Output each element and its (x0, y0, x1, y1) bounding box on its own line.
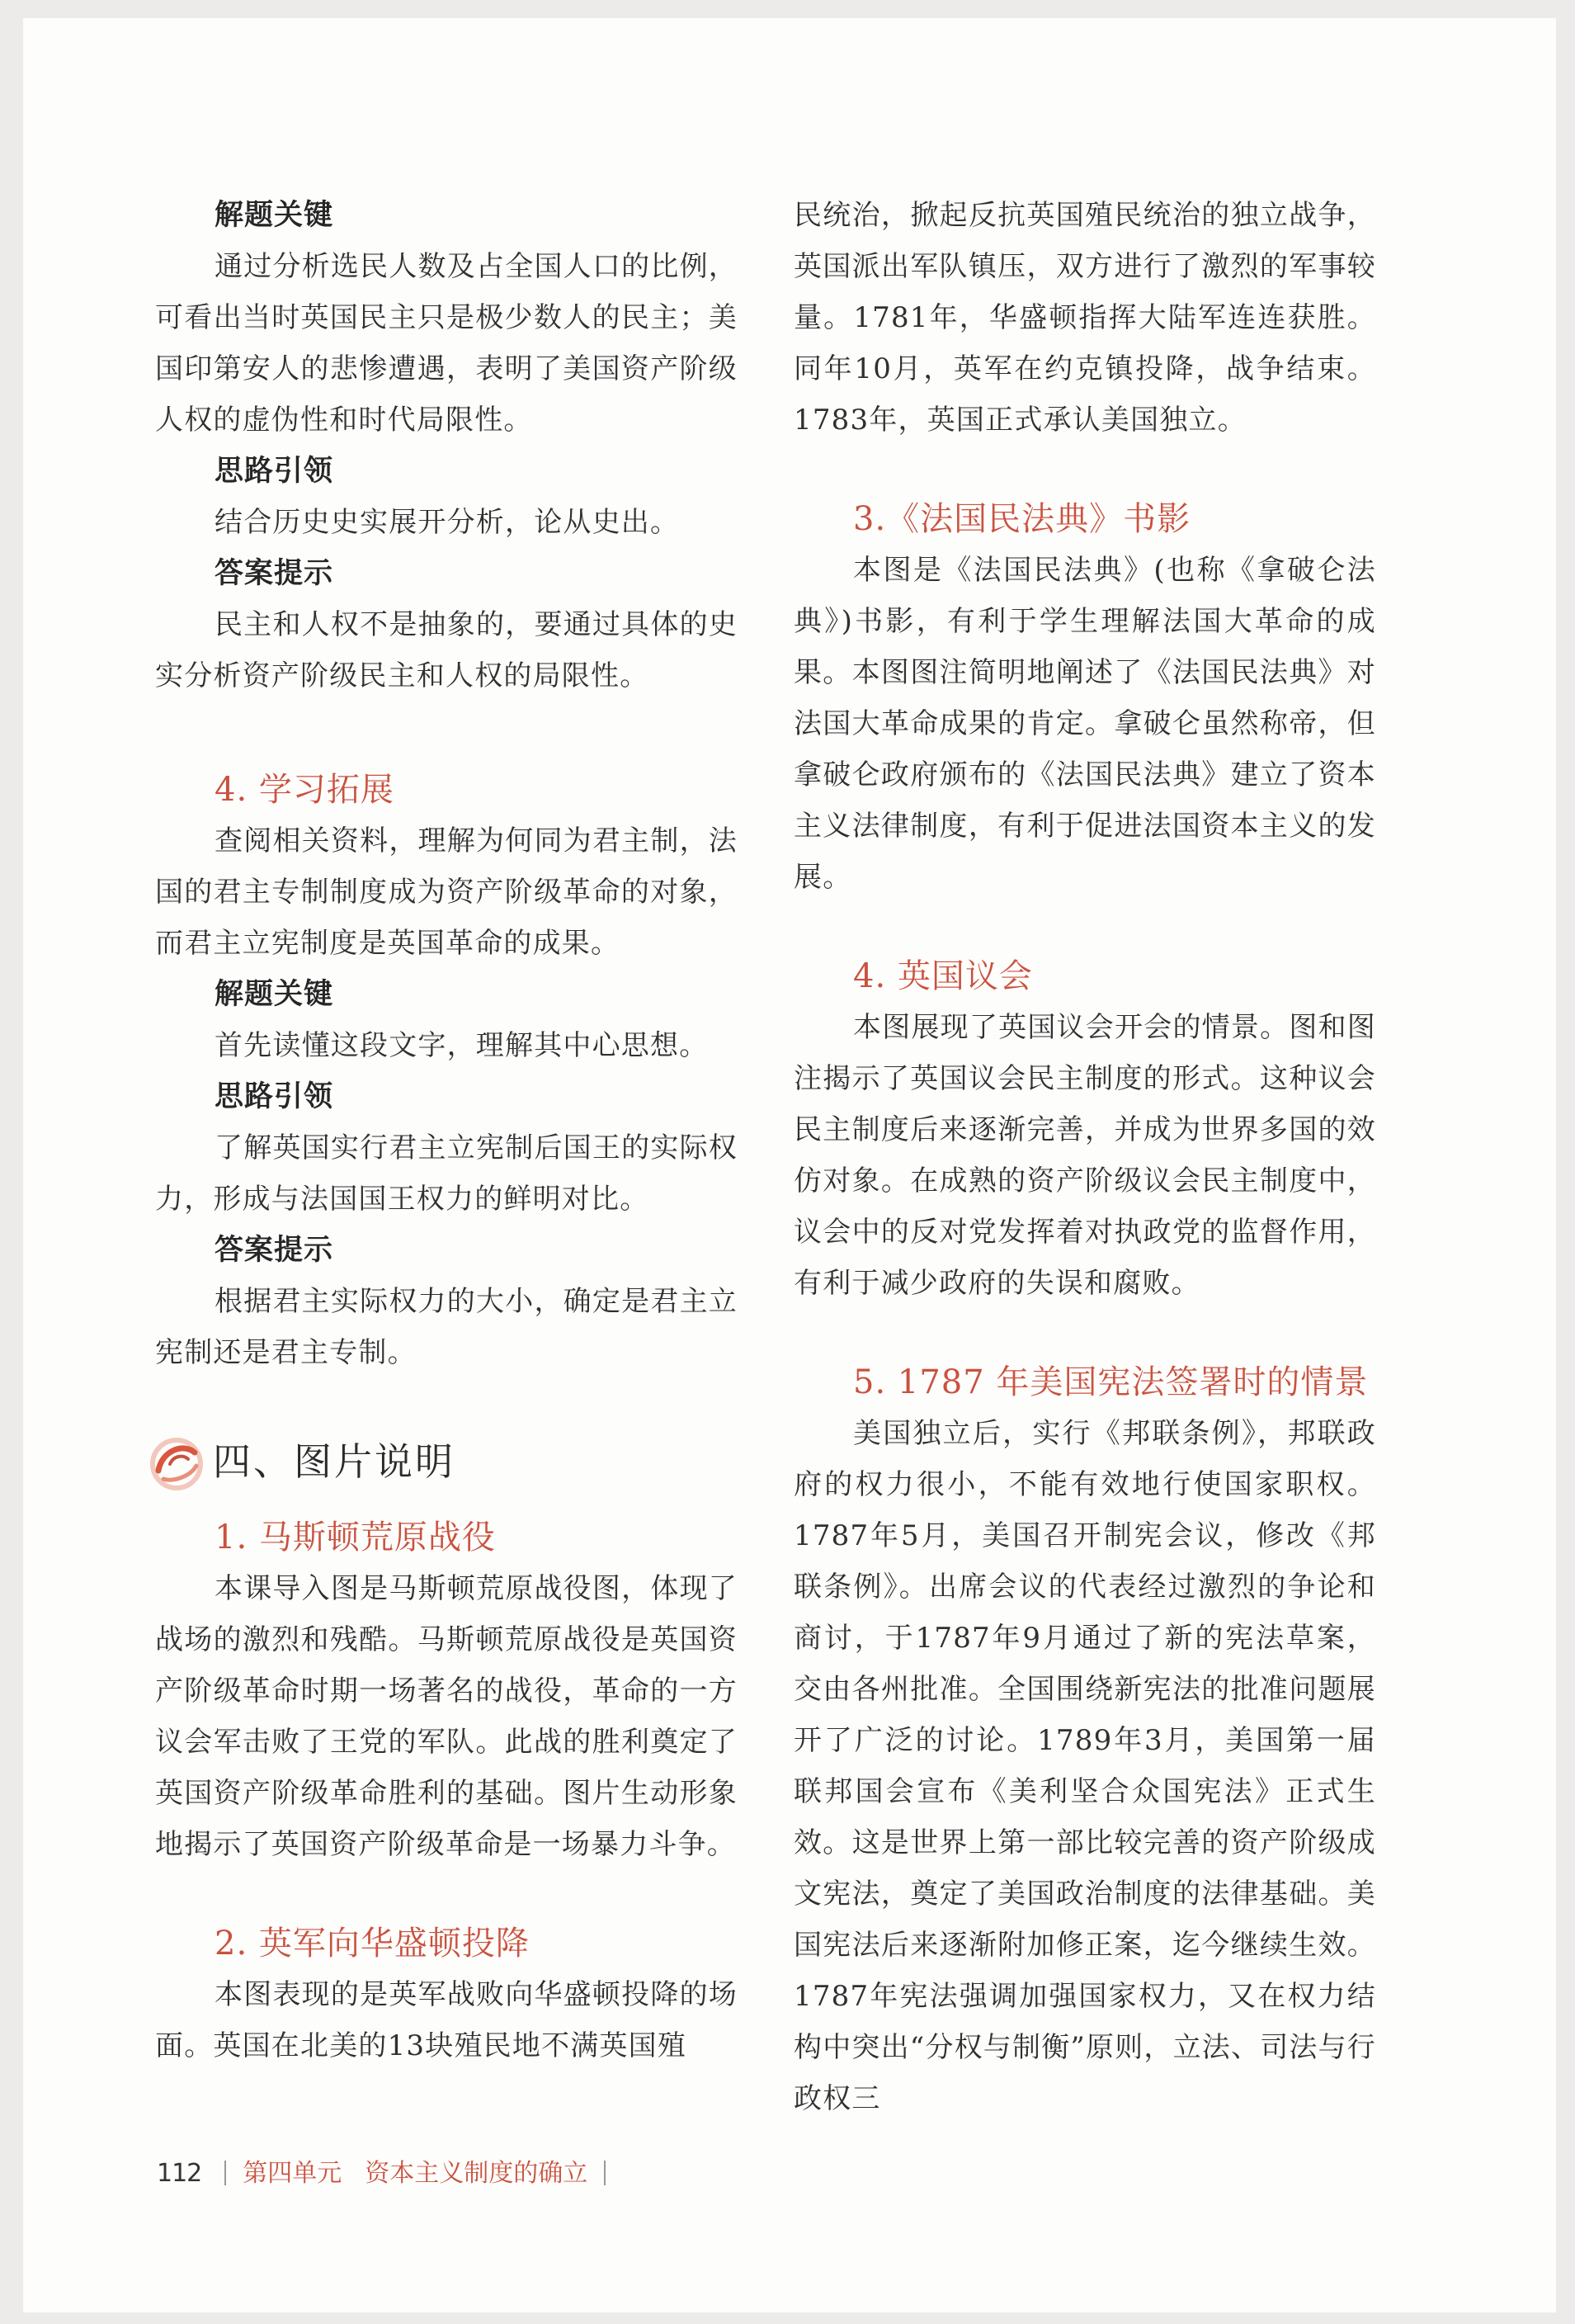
page-footer (157, 2156, 606, 2192)
section-title: 四、图片说明 (213, 1439, 455, 1484)
footer-unit-title: 资本主义制度的确立 (365, 2159, 588, 2188)
us-constitution-text: 美国独立后，实行《邦联条例》，邦联政府的权力很小，不能有效地行使国家职权。1787年5月，美国召开制宪会议，修改《邦联条例》。出席会议的代表经过激烈的争论和商讨，于1787年9月通过了新的宪法草案，交由各州批准。全国围绕新宪法的批准问题展开了广泛的讨论。1789年3月，美国第一届联邦国会宣布《美利坚合众国宪法》正式生效。这是世界上第一部比较完善的资产阶级成文宪法，奠定了美国政治制度的法律基础。美国宪法后来逐渐附加修正案，迄今继续生效。1787年宪法强调加强国家权力，又在权力结构中突出“分权与制衡”原则，立法、司法与行政权三 (794, 1417, 1376, 2115)
heading-french-civil-code: 3.《法国民法典》书影 (853, 500, 1191, 538)
heading-study-extension: 4. 学习拓展 (215, 771, 394, 809)
answer-key-text-2: 首先读懂这段文字，理解其中心思想。 (215, 1029, 709, 1062)
left-column (155, 190, 738, 2071)
heading-british-surrender: 2. 英军向华盛顿投降 (215, 1925, 530, 1963)
answer-key-text: 通过分析选民人数及占全国人口的比例，可看出当时英国民主只是极少数人的民主；美国印第安人的悲惨遭遇，表明了美国资产阶级人权的虚伪性和时代局限性。 (155, 250, 738, 437)
heading-us-constitution: 5. 1787 年美国宪法签署时的情景 (853, 1363, 1369, 1401)
answer-hint-label-2: 答案提示 (215, 1234, 334, 1267)
answer-key-label-2: 解题关键 (215, 978, 334, 1011)
thinking-guide-label: 思路引领 (215, 455, 334, 488)
page-number: 112 (157, 2159, 202, 2188)
footer-divider-end (604, 2161, 606, 2185)
british-surrender-text: 本图表现的是英军战败向华盛顿投降的场面。英国在北美的13块殖民地不满英国殖 (155, 1978, 738, 2062)
study-extension-text: 查阅相关资料，理解为何同为君主制，法国的君主专制制度成为资产阶级革命的对象，而君主立宪制度是英国革命的成果。 (155, 824, 738, 960)
answer-hint-text: 民主和人权不是抽象的，要通过具体的史实分析资产阶级民主和人权的局限性。 (155, 608, 738, 692)
thinking-guide-text-2: 了解英国实行君主立宪制后国王的实际权力，形成与法国国王权力的鲜明对比。 (155, 1131, 738, 1216)
section-header (155, 1424, 738, 1507)
footer-divider (224, 2161, 226, 2185)
thinking-guide-label-2: 思路引领 (215, 1080, 334, 1113)
answer-key-label: 解题关键 (215, 199, 334, 232)
section-swirl-icon (147, 1434, 205, 1492)
footer-unit: 第四单元 (243, 2159, 342, 2188)
answer-hint-text-2: 根据君主实际权力的大小，确定是君主立宪制还是君主专制。 (155, 1285, 738, 1369)
thinking-guide-text: 结合历史史实展开分析，论从史出。 (215, 506, 680, 539)
british-surrender-text-cont: 民统治，掀起反抗英国殖民统治的独立战争，英国派出军队镇压，双方进行了激烈的军事较量。1781年，华盛顿指挥大陆军连连获胜。同年10月，英军在约克镇投降，战争结束。1783年，英国正式承认美国独立。 (794, 199, 1376, 437)
british-parliament-text: 本图展现了英国议会开会的情景。图和图注揭示了英国议会民主制度的形式。这种议会民主制度后来逐渐完善，并成为世界多国的效仿对象。在成熟的资产阶级议会民主制度中，议会中的反对党发挥着对执政党的监督作用，有利于减少政府的失误和腐败。 (794, 1011, 1376, 1300)
heading-marston-moor: 1. 马斯顿荒原战役 (215, 1519, 496, 1556)
right-column (794, 190, 1376, 2124)
marston-moor-text: 本课导入图是马斯顿荒原战役图，体现了战场的激烈和残酷。马斯顿荒原战役是英国资产阶级革命时期一场著名的战役，革命的一方议会军击败了王党的军队。此战的胜利奠定了英国资产阶级革命胜利的基础。图片生动形象地揭示了英国资产阶级革命是一场暴力斗争。 (155, 1572, 738, 1861)
french-civil-code-text: 本图是《法国民法典》(也称《拿破仑法典》)书影，有利于学生理解法国大革命的成果。本图图注简明地阐述了《法国民法典》对法国大革命成果的肯定。拿破仑虽然称帝，但拿破仑政府颁布的《法国民法典》建立了资本主义法律制度，有利于促进法国资本主义的发展。 (794, 554, 1376, 894)
answer-hint-label: 答案提示 (215, 557, 334, 590)
heading-british-parliament: 4. 英国议会 (853, 957, 1033, 995)
